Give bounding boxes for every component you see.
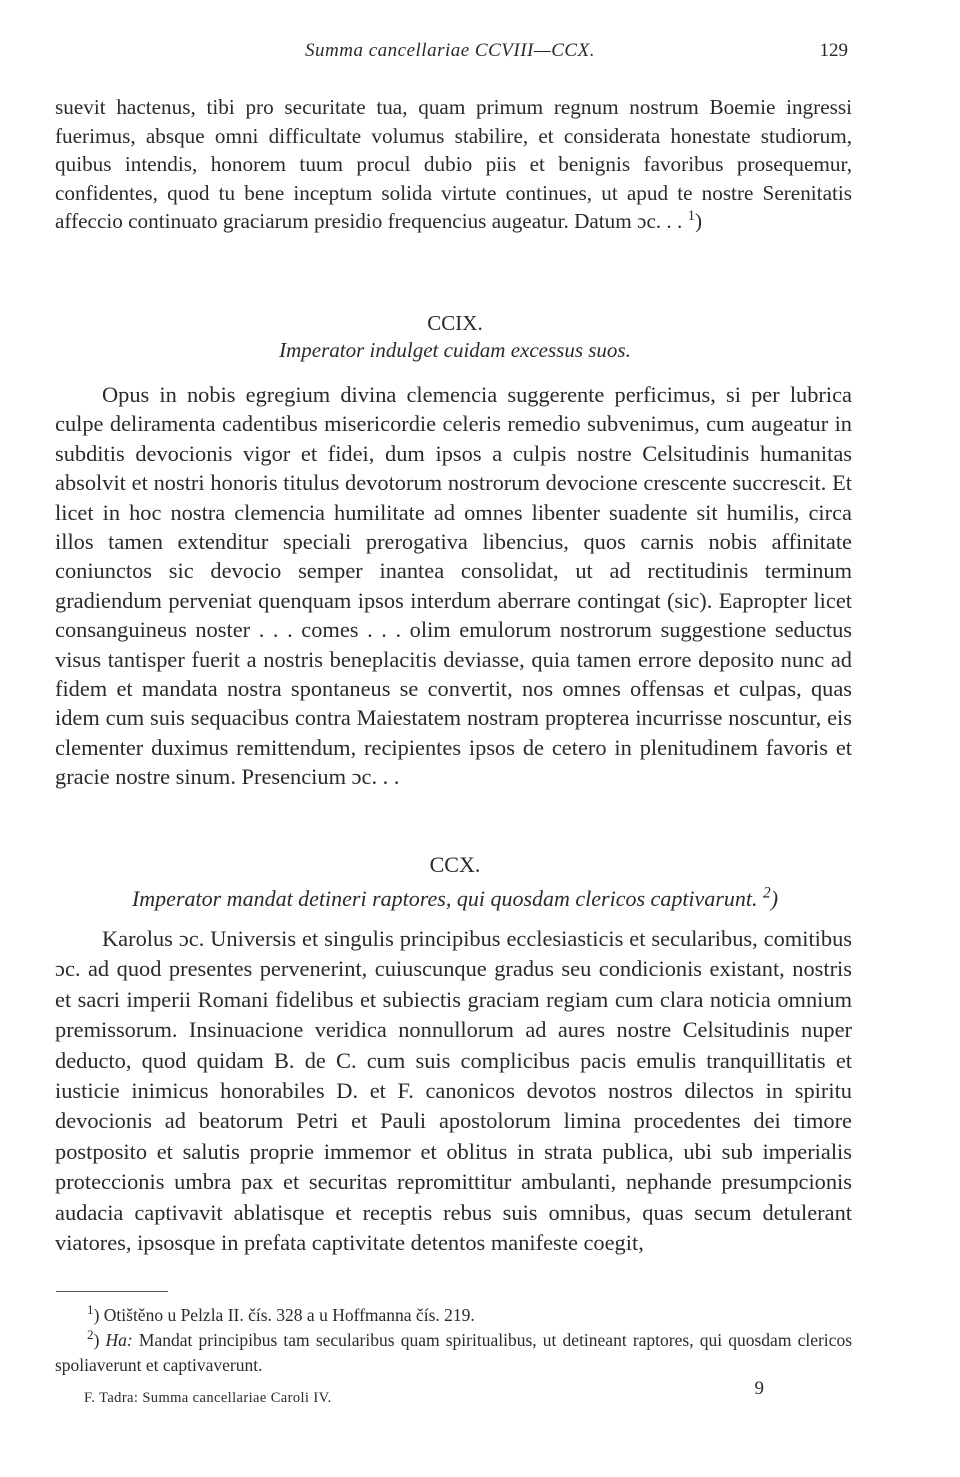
- footnote-text: Mandat principibus tam secularibus quam spiritualibus, ut detineant raptores, qui quosdam clericos spoliaverunt et captivaverunt.: [55, 1330, 852, 1375]
- footnote-ref-2: 2: [763, 884, 771, 902]
- page-number: 129: [819, 40, 848, 61]
- section-title-209: Imperator indulget cuidam excessus suos.: [279, 338, 631, 362]
- paragraph-text: suevit hactenus, tibi pro securitate tua, quam primum regnum nostrum Boemie ingressi fuerimus, absque omni difficultate volumus stabilire, et considerata honestate studiorum, quibus intendis, honorem tuum procul dubio piis et benignis favoribus prosequemur, confidentes, quod tu bene inceptum solida virtute continues, ut apud te nostre Serenitatis affeccio continuato graciarum presidio frequencius augeatur. Datum ɔc. . .: [55, 95, 852, 234]
- footnote-mark: 2: [87, 1327, 94, 1343]
- footnote-source-label: Ha:: [105, 1330, 133, 1350]
- footnote-ref-paren: ): [770, 886, 779, 911]
- footnote-mark-paren: ): [93, 1330, 100, 1350]
- section-number-210: CCX.: [429, 852, 481, 877]
- footnote-2: [55, 1328, 852, 1378]
- running-title: Summa cancellariae CCVIII—CCX.: [305, 40, 595, 61]
- footnote-ref-paren: ): [695, 209, 703, 234]
- footnote-1: [55, 1303, 852, 1328]
- running-head: [0, 40, 960, 66]
- printer-signature: F. Tadra: Summa cancellariae Caroli IV.: [84, 1390, 332, 1406]
- section-title-text: Imperator mandat detineri raptores, qui quosdam clericos captivarunt.: [131, 886, 758, 911]
- section-text-210: Karolus ɔc. Universis et singulis principibus ecclesiasticis et secularibus, comitibus ɔc. ad quod presentes pervenerint, cuiuscunque gradus seu condicionis existant, nostris et sacri imperii Romani fidelibus et subiectis graciam regiam cum clara noticia omnium premissorum. Insinuacione veridica nonnullorum ad aures nostre Celsitudinis nuper deducto, quod quidam B. de C. cum suis complicibus pacis emulis tranquillitatis et iusticie inimicus honorabiles D. et F. canonicos devotos nostros dilectos in spiritu devocionis ad beatorum Petri et Pauli apostolorum limina procedentes dei timore postposito et salutis proprie immemor et oblitus in strata publica, ubi sub imperialis proteccionis umbra pax et securitas repromittitur ambulanti, nephande presumpcionis audacia captivavit ablatisque et receptis rebus suis omnibus, quas secum detulerant viatores, ipsosque in prefata captivitate detentos manifeste coegit,: [55, 926, 852, 1256]
- footnote-text: Otištěno u Pelzla II. čís. 328 a u Hoffmanna čís. 219.: [103, 1305, 475, 1325]
- sheet-number: 9: [754, 1378, 764, 1399]
- section-number-209: CCIX.: [427, 311, 483, 335]
- section-text-209: Opus in nobis egregium divina clemencia suggerente perficimus, si per lubrica culpe deliramenta cadentibus misericordie celeris remedio subvenimus, cum augeatur in subditis devocionis vigor et fidei, dum ipsos a culpis nostre Celsitudinis humanitas absolvit et nostri honoris titulus devotorum nostrorum devocione crescente succrescit. Et licet in hoc nostra clemencia humilitate ad omnes libenter suadente sit humilis, circa illos tamen extenditur speciali prerogativa libencius, quos carnis nobis affinitate coniunctos sic devocio semper inantea consolidat, ut ad rectitudinis terminum gradiendum perveniat quenquam ipsos interdum aberrare contingat (sic). Eapropter licet consanguineus noster . . . comes . . . olim emulorum nostrorum suggestione seductus visus tantisper fuerit a nostris beneplacitis deviasse, quia tamen errore deposito nunc ad fidem et mandata nostra spontaneus se convertit, nos omnes offensas et culpas, quas idem cum suis sequacibus contra Maiestatem nostram propterea incurrisse noscuntur, eis clementer duximus remittendum, recipientes ipsos de cetero in plenitudinem favoris et gracie nostre sinum. Presencium ɔc. . .: [55, 382, 852, 790]
- footnote-divider: [56, 1291, 168, 1292]
- footnote-mark-paren: ): [93, 1305, 100, 1325]
- paragraph-continuation: [55, 93, 852, 236]
- footnote-ref-1: 1: [687, 208, 696, 225]
- footnote-mark: 1: [87, 1302, 94, 1318]
- section-title-210: [0, 886, 910, 912]
